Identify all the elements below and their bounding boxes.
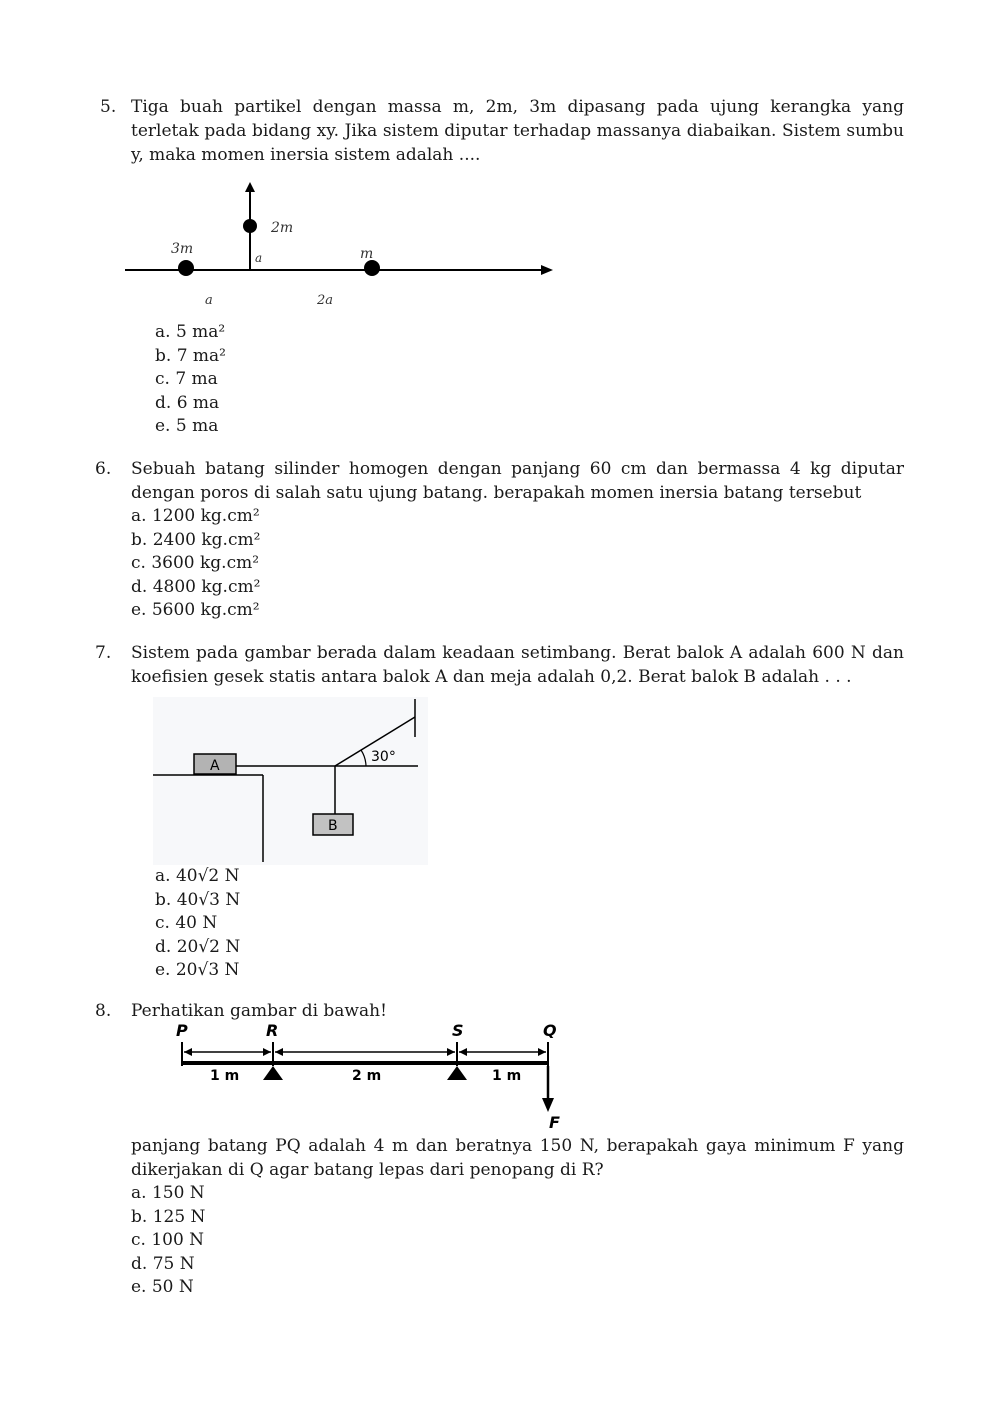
label-seg-3: 1 m — [492, 1068, 522, 1084]
mass-3m-dot — [178, 260, 194, 276]
question-text-after: panjang batang PQ adalah 4 m dan beratnya 150 N, berapakah gaya minimum F yang dikerjakan di Q agar batang lepas dari penopang di R? — [131, 1136, 904, 1180]
label-angle: 30° — [371, 749, 396, 765]
label-seg-2: 2 m — [352, 1068, 382, 1084]
option-e[interactable]: e. 5 ma — [155, 416, 219, 437]
option-c[interactable]: c. 40 N — [155, 913, 218, 934]
label-f: F — [549, 1113, 560, 1132]
label-q: Q — [543, 1021, 557, 1040]
label-p: P — [176, 1021, 188, 1040]
option-a[interactable]: a. 150 N — [131, 1183, 205, 1203]
options-q8 — [131, 1182, 904, 1300]
option-b[interactable]: b. 40√3 N — [155, 889, 241, 910]
mass-m-dot — [364, 260, 380, 276]
question-number: 8. — [95, 1001, 112, 1021]
label-a-vertical: a — [255, 251, 263, 265]
question-5 — [95, 95, 904, 167]
question-6 — [95, 457, 904, 623]
options-q6 — [131, 505, 904, 623]
option-e[interactable]: e. 20√3 N — [155, 960, 240, 981]
label-m: m — [360, 246, 374, 262]
option-a[interactable]: a. 5 ma² — [155, 322, 226, 342]
label-2a: 2a — [317, 293, 334, 308]
option-b[interactable]: b. 125 N — [131, 1206, 206, 1227]
option-d[interactable]: d. 4800 kg.cm² — [131, 576, 261, 597]
option-e[interactable]: e. 5600 kg.cm² — [131, 600, 260, 621]
label-r: R — [266, 1021, 279, 1040]
options-q7 — [155, 865, 240, 983]
option-d[interactable]: d. 6 ma — [155, 392, 220, 413]
label-a: a — [205, 293, 213, 308]
label-3m: 3m — [171, 241, 194, 257]
support-r — [263, 1066, 283, 1080]
question-number: 7. — [95, 643, 112, 663]
force-arrow — [542, 1098, 554, 1112]
question-7 — [95, 641, 904, 689]
option-a[interactable]: a. 40√2 N — [155, 866, 240, 886]
figure-beam — [170, 1020, 580, 1132]
question-number: 5. — [100, 97, 117, 117]
option-c[interactable]: c. 7 ma — [155, 369, 218, 390]
question-number: 6. — [95, 459, 112, 479]
label-block-b: B — [328, 818, 338, 834]
figure-equilibrium — [153, 697, 428, 865]
label-s: S — [452, 1021, 464, 1040]
question-text: Perhatikan gambar di bawah! — [131, 1001, 387, 1021]
option-b[interactable]: b. 2400 kg.cm² — [131, 529, 261, 550]
option-e[interactable]: e. 50 N — [131, 1277, 194, 1298]
option-c[interactable]: c. 3600 kg.cm² — [131, 553, 260, 574]
options-q5 — [155, 321, 226, 439]
mass-2m-dot — [243, 219, 257, 233]
option-d[interactable]: d. 20√2 N — [155, 936, 241, 957]
option-c[interactable]: c. 100 N — [131, 1230, 205, 1251]
question-text: Sebuah batang silinder homogen dengan panjang 60 cm dan bermassa 4 kg diputar dengan poros di salah satu ujung batang. berapakah momen inersia batang tersebut — [131, 459, 904, 503]
label-2m: 2m — [271, 220, 294, 236]
option-a[interactable]: a. 1200 kg.cm² — [131, 506, 260, 526]
support-s — [447, 1066, 467, 1080]
label-block-a: A — [210, 758, 220, 774]
question-text: Sistem pada gambar berada dalam keadaan setimbang. Berat balok A adalah 600 N dan koefisien gesek statis antara balok A dan meja adalah 0,2. Berat balok B adalah . . . — [131, 643, 904, 687]
question-text: Tiga buah partikel dengan massa m, 2m, 3m dipasang pada ujung kerangka yang terletak pada bidang xy. Jika sistem diputar terhadap massanya diabaikan. Sistem sumbu y, maka momen inersia sistem adalah .... — [131, 97, 904, 165]
option-b[interactable]: b. 7 ma² — [155, 345, 226, 366]
label-seg-1: 1 m — [210, 1068, 240, 1084]
figure-particles — [115, 178, 565, 313]
option-d[interactable]: d. 75 N — [131, 1253, 195, 1274]
question-8-body — [95, 1134, 904, 1300]
